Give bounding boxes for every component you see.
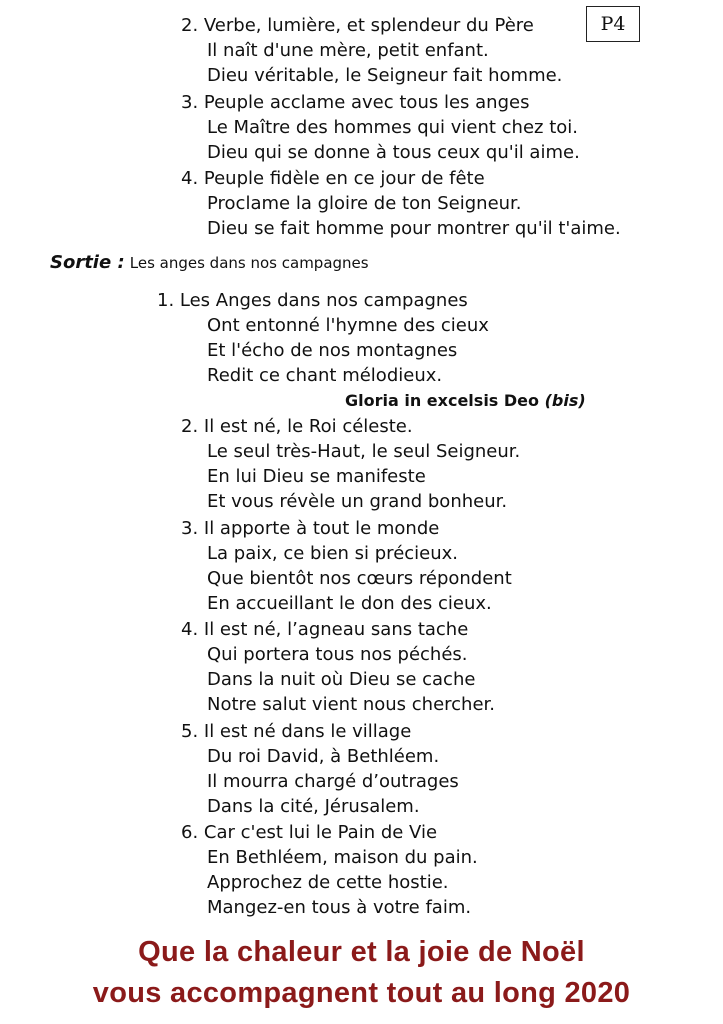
page-label: P4: [586, 6, 640, 42]
refrain-text: Gloria in excelsis Deo: [345, 391, 540, 410]
verse-line: 3. Il apporte à tout le monde: [181, 518, 440, 539]
verse-line: Et vous révèle un grand bonheur.: [207, 491, 508, 512]
verse-line: Dans la nuit où Dieu se cache: [207, 669, 476, 690]
verse-line: 4. Il est né, l’agneau sans tache: [181, 619, 469, 640]
verse-line: Il naît d'une mère, petit enfant.: [207, 40, 489, 61]
verse-line: La paix, ce bien si précieux.: [207, 543, 459, 564]
verse-line: 1. Les Anges dans nos campagnes: [157, 290, 468, 311]
verse-line: Dans la cité, Jérusalem.: [207, 796, 420, 817]
verse-line: Dieu se fait homme pour montrer qu'il t'aime.: [207, 218, 621, 239]
sortie-heading: [50, 252, 369, 273]
verse-line: Notre salut vient nous chercher.: [207, 694, 496, 715]
greeting-line-2: vous accompagnent tout au long 2020: [92, 977, 631, 1009]
verse-line: En accueillant le don des cieux.: [207, 593, 492, 614]
verse-line: 5. Il est né dans le village: [181, 721, 412, 742]
refrain-note: (bis): [544, 391, 586, 410]
greeting-line-1: Que la chaleur et la joie de Noël: [138, 936, 585, 968]
verse-line: 2. Verbe, lumière, et splendeur du Père: [181, 15, 534, 36]
verse-line: Il mourra chargé d’outrages: [207, 771, 459, 792]
verse-line: Dieu qui se donne à tous ceux qu'il aime.: [207, 142, 580, 163]
verse-line: En Bethléem, maison du pain.: [207, 847, 478, 868]
refrain: [345, 389, 586, 413]
verse-line: En lui Dieu se manifeste: [207, 466, 426, 487]
verse-line: Ont entonné l'hymne des cieux: [207, 315, 489, 336]
verse-line: Le seul très-Haut, le seul Seigneur.: [207, 441, 521, 462]
verse-line: Approchez de cette hostie.: [207, 872, 449, 893]
verse-line: Redit ce chant mélodieux.: [207, 365, 443, 386]
verse-line: Proclame la gloire de ton Seigneur.: [207, 193, 522, 214]
verse-line: Le Maître des hommes qui vient chez toi.: [207, 117, 579, 138]
sortie-label: Sortie :: [50, 252, 125, 273]
verse-line: Que bientôt nos cœurs répondent: [207, 568, 512, 589]
verse-line: Dieu véritable, le Seigneur fait homme.: [207, 65, 563, 86]
verse-line: Du roi David, à Bethléem.: [207, 746, 440, 767]
verse-line: 2. Il est né, le Roi céleste.: [181, 416, 413, 437]
verse-line: Et l'écho de nos montagnes: [207, 340, 458, 361]
sortie-title: Les anges dans nos campagnes: [129, 254, 369, 272]
verse-line: Mangez-en tous à votre faim.: [207, 897, 472, 918]
verse-line: 3. Peuple acclame avec tous les anges: [181, 92, 530, 113]
verse-line: Qui portera tous nos péchés.: [207, 644, 468, 665]
verse-line: 4. Peuple fidèle en ce jour de fête: [181, 168, 485, 189]
verse-line: 6. Car c'est lui le Pain de Vie: [181, 822, 438, 843]
